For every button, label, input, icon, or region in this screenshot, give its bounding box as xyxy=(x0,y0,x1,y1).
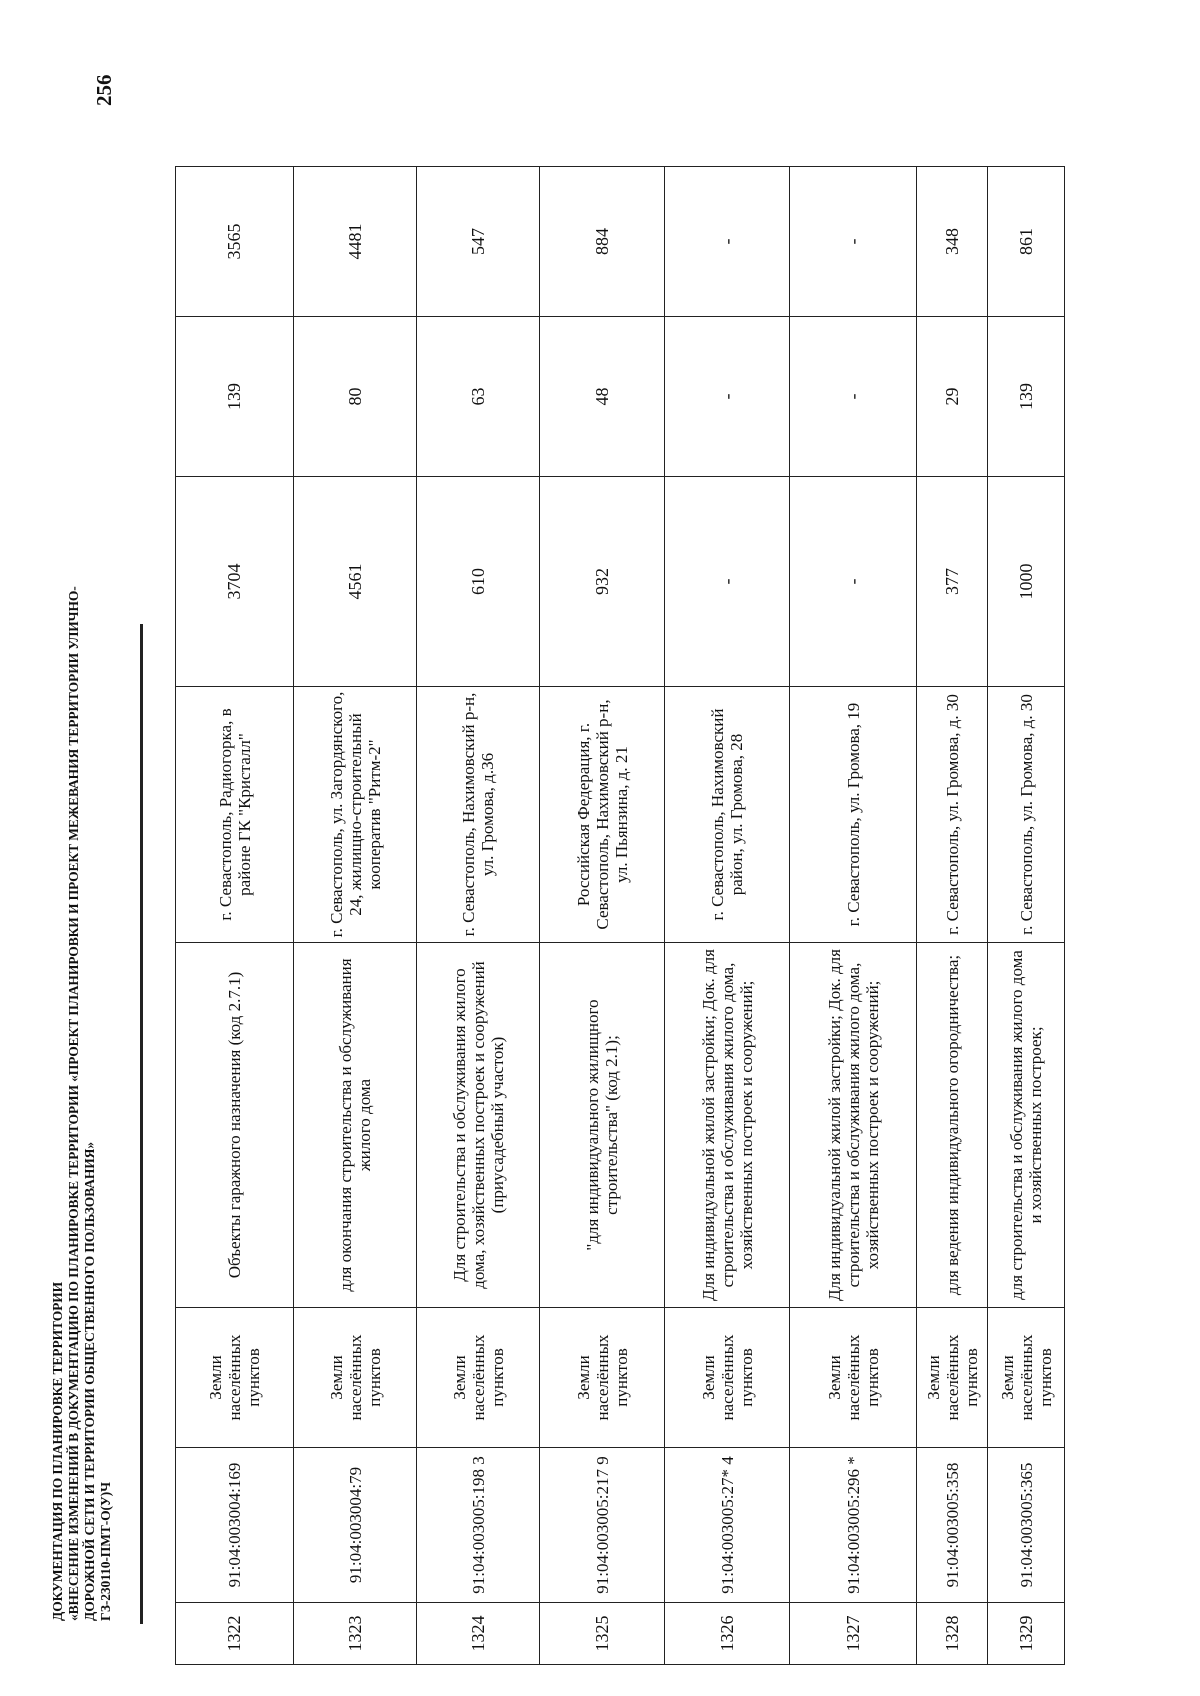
land-category: Земли населённых пунктов xyxy=(917,1308,988,1448)
land-category: Земли населённых пунктов xyxy=(294,1308,417,1448)
area-doc: - xyxy=(790,477,917,687)
land-category: Земли населённых пунктов xyxy=(417,1308,540,1448)
cadastral-number: 91:04:003005:198 3 xyxy=(417,1448,540,1603)
address: Российская Федерация, г. Севастополь, Нахимовский р-н, ул. Пьянзина, д. 21 xyxy=(540,687,665,943)
table-row xyxy=(917,167,988,1665)
area-new: 884 xyxy=(540,167,665,317)
land-category: Земли населённых пунктов xyxy=(176,1308,294,1448)
address: г. Севастополь, ул. Громова, 19 xyxy=(790,687,917,943)
cadastral-number: 91:04:003005:27* 4 xyxy=(665,1448,790,1603)
area-doc: 377 xyxy=(917,477,988,687)
parcel-table xyxy=(175,166,1065,1665)
table-row xyxy=(540,167,665,1665)
cadastral-number: 91:04:003005:217 9 xyxy=(540,1448,665,1603)
permitted-use: для строительства и обслуживания жилого дома и хозяйственных построек; xyxy=(988,943,1065,1308)
table-row xyxy=(176,167,294,1665)
row-number: 1327 xyxy=(790,1603,917,1665)
permitted-use: Для индивидуальной жилой застройки; Док. для строительства и обслуживания жилого дома, хозяйственных построек и сооружений; xyxy=(665,943,790,1308)
area-new: 547 xyxy=(417,167,540,317)
row-number: 1322 xyxy=(176,1603,294,1665)
area-doc: - xyxy=(665,477,790,687)
area-new: 4481 xyxy=(294,167,417,317)
area-doc: 1000 xyxy=(988,477,1065,687)
permitted-use: Объекты гаражного назначения (код 2.7.1) xyxy=(176,943,294,1308)
header-line: «ВНЕСЕНИЕ ИЗМЕНЕНИЙ В ДОКУМЕНТАЦИЮ ПО ПЛАНИРОВКЕ ТЕРРИТОРИИ «ПРОЕКТ ПЛАНИРОВКИ И ПРОЕКТ МЕЖЕВАНИЯ ТЕРРИТОРИИ УЛИЧНО- xyxy=(66,586,81,1621)
page-number: 256 xyxy=(92,74,116,106)
land-category: Земли населённых пунктов xyxy=(540,1308,665,1448)
address: г. Севастополь, ул. Громова, д. 30 xyxy=(988,687,1065,943)
cadastral-number: 91:04:003005:358 xyxy=(917,1448,988,1603)
table-row xyxy=(294,167,417,1665)
address: г. Севастополь, ул. Загордянского, 24, жилищно-строительный кооператив "Ритм-2" xyxy=(294,687,417,943)
area-diff: 63 xyxy=(417,317,540,477)
area-doc: 610 xyxy=(417,477,540,687)
area-diff: 80 xyxy=(294,317,417,477)
area-diff: 139 xyxy=(176,317,294,477)
area-diff: 48 xyxy=(540,317,665,477)
table-row xyxy=(790,167,917,1665)
area-doc: 4561 xyxy=(294,477,417,687)
permitted-use: Для строительства и обслуживания жилого дома, хозяйственных построек и сооружений (приусадебный участок) xyxy=(417,943,540,1308)
header-line: ГЗ-230110-ПМТ-О(У)Ч xyxy=(98,1482,113,1621)
cadastral-number: 91:04:003004:79 xyxy=(294,1448,417,1603)
header-rule xyxy=(140,624,143,1624)
cadastral-number: 91:04:003005:365 xyxy=(988,1448,1065,1603)
header-line: ДОКУМЕНТАЦИЯ ПО ПЛАНИРОВКЕ ТЕРРИТОРИИ xyxy=(50,1281,65,1621)
permitted-use: Для индивидуальной жилой застройки; Док. для строительства и обслуживания жилого дома, хозяйственных построек и сооружений; xyxy=(790,943,917,1308)
address: г. Севастополь, Нахимовский р-н, ул. Громова, д.36 xyxy=(417,687,540,943)
address: г. Севастополь, ул. Громова, д. 30 xyxy=(917,687,988,943)
table-row xyxy=(665,167,790,1665)
land-category: Земли населённых пунктов xyxy=(665,1308,790,1448)
permitted-use: для окончания строительства и обслуживания жилого дома xyxy=(294,943,417,1308)
row-number: 1328 xyxy=(917,1603,988,1665)
cadastral-number: 91:04:003004:169 xyxy=(176,1448,294,1603)
table-row xyxy=(988,167,1065,1665)
document-header xyxy=(50,321,114,1621)
area-new: 348 xyxy=(917,167,988,317)
row-number: 1326 xyxy=(665,1603,790,1665)
address: г. Севастополь, Нахимовский район, ул. Громова, 28 xyxy=(665,687,790,943)
row-number: 1329 xyxy=(988,1603,1065,1665)
permitted-use: для ведения индивидуального огородничества; xyxy=(917,943,988,1308)
area-diff: 29 xyxy=(917,317,988,477)
area-diff: - xyxy=(790,317,917,477)
area-diff: 139 xyxy=(988,317,1065,477)
permitted-use: "для индивидуального жилищного строительства" (код 2.1); xyxy=(540,943,665,1308)
area-diff: - xyxy=(665,317,790,477)
header-line: ДОРОЖНОЙ СЕТИ И ТЕРРИТОРИИ ОБЩЕСТВЕННОГО ПОЛЬЗОВАНИЯ» xyxy=(82,1142,97,1621)
area-doc: 3704 xyxy=(176,477,294,687)
area-new: 3565 xyxy=(176,167,294,317)
area-new: - xyxy=(665,167,790,317)
land-category: Земли населённых пунктов xyxy=(988,1308,1065,1448)
row-number: 1323 xyxy=(294,1603,417,1665)
area-new: 861 xyxy=(988,167,1065,317)
area-new: - xyxy=(790,167,917,317)
land-category: Земли населённых пунктов xyxy=(790,1308,917,1448)
area-doc: 932 xyxy=(540,477,665,687)
cadastral-number: 91:04:003005:296 * xyxy=(790,1448,917,1603)
row-number: 1324 xyxy=(417,1603,540,1665)
row-number: 1325 xyxy=(540,1603,665,1665)
table-row xyxy=(417,167,540,1665)
address: г. Севастополь, Радиогорка, в районе ГК "Кристалл" xyxy=(176,687,294,943)
